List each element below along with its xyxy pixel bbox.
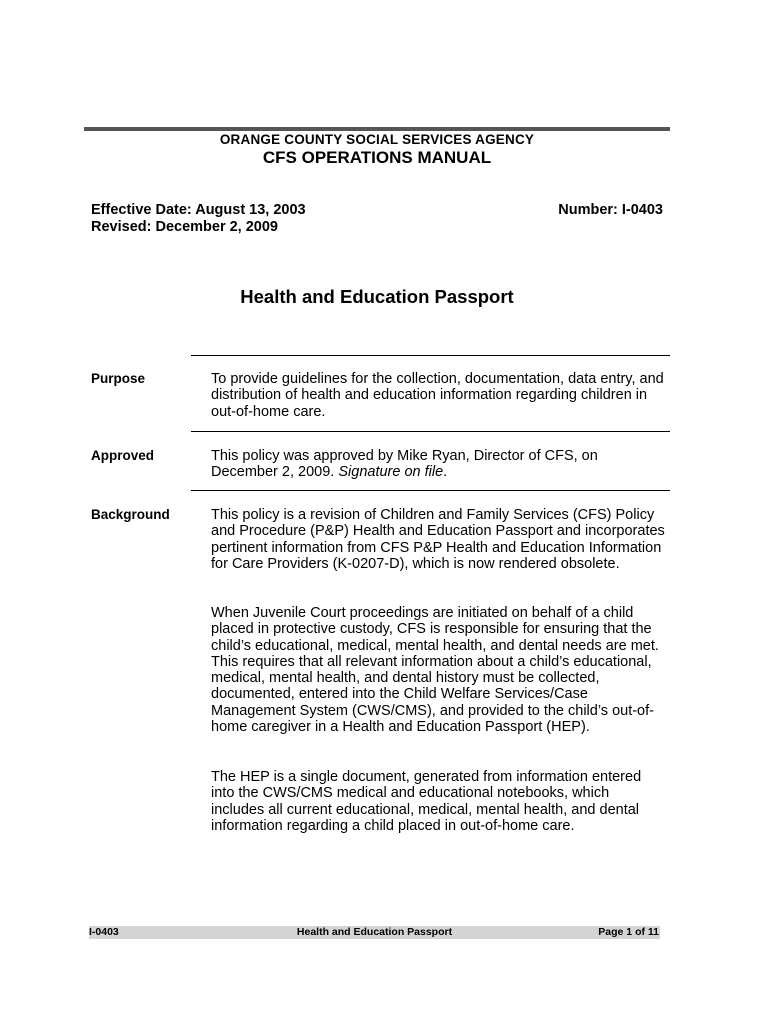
agency-name: ORANGE COUNTY SOCIAL SERVICES AGENCY [219,132,535,147]
manual-title: CFS OPERATIONS MANUAL [262,148,492,167]
background-label: Background [91,507,170,522]
footer-title: Health and Education Passport [296,926,453,938]
background-paragraph: When Juvenile Court proceedings are initiated on behalf of a child placed in protective custody, CFS is responsible for ensuring that the child’s educational, medical, mental health, and dental needs are met. This requires that all relevant information about a child’s educational, medical, mental health, and dental history must be collected, documented, entered into the Child Welfare Services/Case Management System (CWS/CMS), and provided to the child’s out-of-home caregiver in a Health and Education Passport (HEP). [211,605,659,736]
approved-text-end: . [443,464,448,481]
approved-text [211,448,666,481]
approved-text-signature: Signature on file [338,464,444,481]
effective-date: Effective Date: August 13, 2003 [91,202,306,218]
header-rule [84,127,670,131]
approved-label: Approved [91,448,155,463]
revised-date: Revised: December 2, 2009 [91,219,278,235]
footer-policy-number: I-0403 [89,926,119,938]
section-divider [191,490,670,491]
background-paragraph: The HEP is a single document, generated from information entered into the CWS/CMS medical and educational notebooks, which includes all current educational, medical, mental health, and dental information regarding a child placed in out-of-home care. [211,769,642,834]
page-title: Health and Education Passport [240,286,514,307]
section-divider [191,431,670,432]
approved-text-main: This policy was approved by Mike Ryan, Director of CFS, on December 2, 2009. [211,448,598,481]
section-divider [191,355,670,356]
purpose-label: Purpose [91,371,146,386]
background-paragraph: This policy is a revision of Children and Family Services (CFS) Policy and Procedure (P&P) Health and Education Passport and incorporates pertinent information from CFS P&P Health and Education Information for Care Providers (K-0207-D), which is now rendered obsolete. [211,507,665,572]
purpose-text: To provide guidelines for the collection, documentation, data entry, and distribution of health and education information regarding children in out-of-home care. [211,371,664,420]
policy-number: Number: I-0403 [558,202,663,218]
footer-page-number: Page 1 of 11 [598,926,659,938]
